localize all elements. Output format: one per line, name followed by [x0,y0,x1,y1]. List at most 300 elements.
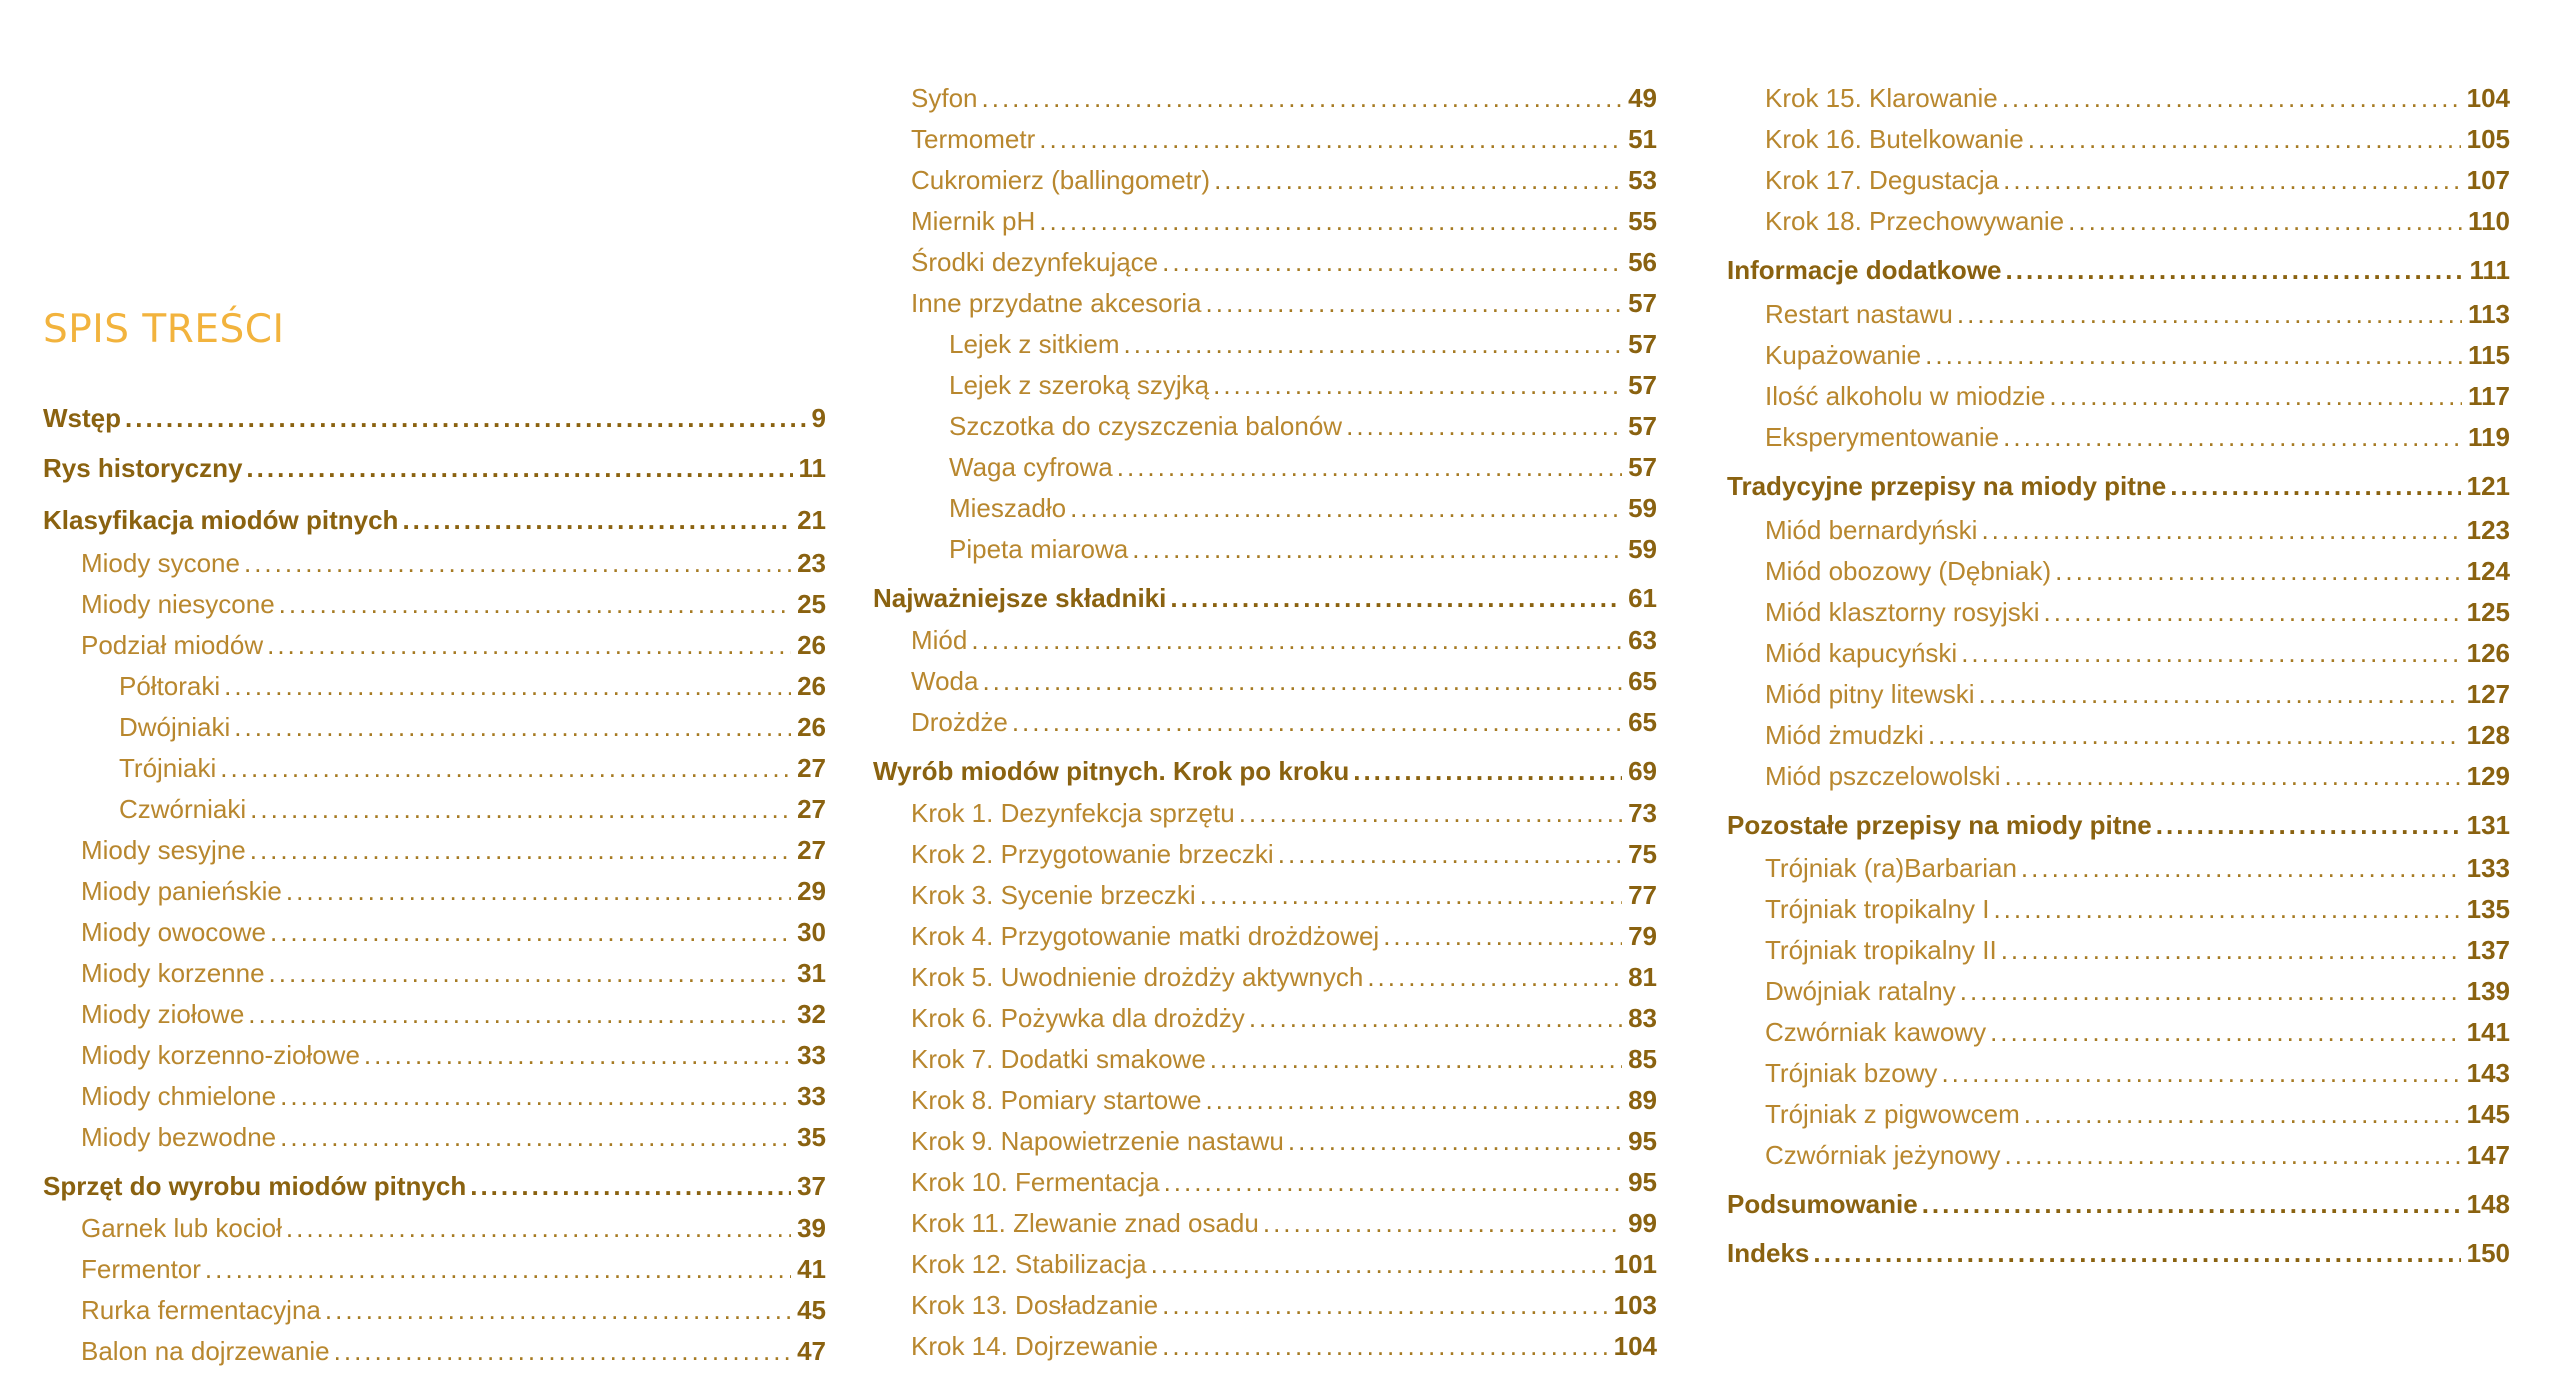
toc-entry-page: 89 [1628,1085,1657,1115]
toc-entry [949,536,1657,562]
toc-entry-page: 37 [797,1171,826,1201]
toc-entry-page: 137 [2466,935,2510,965]
toc-entry [1765,722,2510,748]
toc-entry-page: 57 [1628,288,1657,318]
dot-leader [1162,1292,1607,1318]
toc-entry [949,495,1657,521]
dot-leader [244,550,791,576]
toc-entry [81,632,826,658]
toc-entry [1765,558,2510,584]
toc-entry-page: 41 [797,1254,826,1284]
toc-entry [873,585,1657,611]
toc-entry-page: 104 [2466,83,2510,113]
toc-entry-label: Miód obozowy (Dębniak) [1765,556,2052,586]
toc-entry-label: Podział miodów [81,630,264,660]
toc-entry [1727,473,2510,499]
toc-entry [911,85,1657,111]
toc-entry [81,960,826,986]
dot-leader [2156,812,2461,838]
dot-leader [220,755,791,781]
toc-entry [1765,855,2510,881]
dot-leader [1993,896,2460,922]
dot-leader [1353,758,1622,784]
toc-entry [911,290,1657,316]
toc-entry-label: Miody niesycone [81,589,275,619]
dot-leader [224,673,791,699]
dot-leader [205,1256,791,1282]
toc-entry [81,550,826,576]
toc-entry-page: 57 [1628,370,1657,400]
toc-entry-page: 121 [2466,471,2510,501]
toc-entry-page: 139 [2466,976,2510,1006]
dot-leader [402,507,791,533]
dot-leader [1206,290,1623,316]
toc-entry-page: 125 [2466,597,2510,627]
dot-leader [1164,1169,1623,1195]
page-title: SPIS TREŚCI [43,307,285,352]
toc-entry [1727,812,2510,838]
toc-entry-page: 73 [1628,798,1657,828]
toc-entry-label: Miody chmielone [81,1081,277,1111]
dot-leader [2024,1101,2461,1127]
toc-entry-page: 27 [797,794,826,824]
toc-entry-label: Miód pitny litewski [1765,679,1975,709]
dot-leader [470,1173,791,1199]
toc-entry-page: 95 [1628,1167,1657,1197]
dot-leader [2170,473,2460,499]
toc-entry [81,1215,826,1241]
toc-entry-label: Trójniak z pigwowcem [1765,1099,2020,1129]
toc-entry [911,167,1657,193]
toc-entry [1765,763,2510,789]
dot-leader [248,1001,791,1027]
dot-leader [2003,424,2462,450]
toc-entry-page: 81 [1628,962,1657,992]
toc-entry [911,1087,1657,1113]
toc-entry-label: Klasyfikacja miodów pitnych [43,505,399,535]
toc-entry-label: Trójniak tropikalny II [1765,935,1997,965]
toc-entry-label: Inne przydatne akcesoria [911,288,1202,318]
toc-entry-label: Trójniak (ra)Barbarian [1765,853,2017,883]
toc-entry [1727,1240,2510,1266]
dot-leader [234,714,791,740]
toc-entry [81,1042,826,1068]
toc-entry-label: Miernik pH [911,206,1036,236]
toc-entry-page: 126 [2466,638,2510,668]
toc-entry [81,878,826,904]
toc-entry-label: Pipeta miarowa [949,534,1129,564]
toc-entry-label: Krok 15. Klarowanie [1765,83,1998,113]
toc-entry [911,208,1657,234]
toc-entry-page: 65 [1628,666,1657,696]
dot-leader [125,405,806,431]
dot-leader [2006,257,2464,283]
toc-entry-page: 150 [2466,1238,2510,1268]
toc-entry-label: Cukromierz (ballingometr) [911,165,1211,195]
toc-entry [81,1083,826,1109]
toc-entry-label: Dwójniaki [119,712,231,742]
dot-leader [1249,1005,1622,1031]
toc-entry [911,1005,1657,1031]
toc-entry [911,126,1657,152]
toc-entry-page: 59 [1628,493,1657,523]
toc-entry [1765,1142,2510,1168]
dot-leader [1941,1060,2460,1086]
toc-entry-page: 49 [1628,83,1657,113]
dot-leader [1117,454,1622,480]
dot-leader [1925,342,2462,368]
toc-entry-page: 79 [1628,921,1657,951]
dot-leader [1990,1019,2461,1045]
toc-entry-label: Krok 7. Dodatki smakowe [911,1044,1206,1074]
toc-entry-page: 11 [798,453,826,483]
dot-leader [1928,722,2461,748]
toc-entry [1765,599,2510,625]
toc-entry [81,591,826,617]
toc-entry-label: Dwójniak ratalny [1765,976,1956,1006]
toc-entry [81,919,826,945]
toc-entry-page: 135 [2466,894,2510,924]
toc-entry [911,841,1657,867]
dot-leader [1263,1210,1622,1236]
toc-entry-page: 75 [1628,839,1657,869]
toc-entry-label: Czwórniak jeżynowy [1765,1140,2001,1170]
dot-leader [2021,855,2461,881]
toc-entry-page: 129 [2466,761,2510,791]
toc-entry-label: Miody bezwodne [81,1122,277,1152]
toc-entry [81,1297,826,1323]
dot-leader [279,591,791,617]
toc-entry-page: 26 [797,712,826,742]
toc-entry-label: Restart nastawu [1765,299,1953,329]
toc-entry-page: 21 [797,505,826,535]
toc-entry-page: 26 [797,671,826,701]
toc-entry [873,758,1657,784]
toc-entry [119,796,826,822]
toc-entry [1765,1060,2510,1086]
toc-entry [911,709,1657,735]
dot-leader [1981,517,2460,543]
toc-entry-label: Krok 6. Pożywka dla drożdży [911,1003,1245,1033]
dot-leader [364,1042,791,1068]
toc-entry-page: 61 [1628,583,1657,613]
toc-entry [911,1292,1657,1318]
toc-entry-page: 32 [797,999,826,1029]
dot-leader [1162,249,1622,275]
toc-entry-label: Syfon [911,83,978,113]
toc-entry-label: Krok 10. Fermentacja [911,1167,1160,1197]
toc-entry-label: Balon na dojrzewanie [81,1336,330,1366]
dot-leader [982,85,1623,111]
toc-entry-page: 77 [1628,880,1657,910]
dot-leader [1288,1128,1622,1154]
toc-entry-page: 29 [797,876,826,906]
toc-entry [43,507,826,533]
toc-entry-page: 59 [1628,534,1657,564]
toc-entry-label: Krok 11. Zlewanie znad osadu [911,1208,1259,1238]
toc-entry [911,1046,1657,1072]
toc-entry-page: 31 [797,958,826,988]
toc-entry-page: 26 [797,630,826,660]
toc-entry [949,413,1657,439]
toc-entry-page: 45 [797,1295,826,1325]
toc-entry-label: Miody korzenne [81,958,265,988]
toc-entry [949,372,1657,398]
toc-entry-label: Miód klasztorny rosyjski [1765,597,2040,627]
dot-leader [270,919,791,945]
dot-leader [1961,640,2460,666]
toc-entry-label: Czwórniak kawowy [1765,1017,1987,1047]
toc-entry-label: Informacje dodatkowe [1727,255,2002,285]
toc-entry-label: Sprzęt do wyrobu miodów pitnych [43,1171,467,1201]
toc-entry-label: Miody sycone [81,548,240,578]
dot-leader [246,455,792,481]
toc-entry-page: 103 [1613,1290,1657,1320]
toc-entry-page: 123 [2466,515,2510,545]
toc-entry-page: 56 [1628,247,1657,277]
toc-entry [1765,1019,2510,1045]
toc-entry-label: Miody sesyjne [81,835,246,865]
dot-leader [1124,331,1623,357]
toc-entry-label: Krok 18. Przechowywanie [1765,206,2065,236]
toc-entry [1765,681,2510,707]
dot-leader [1979,681,2461,707]
toc-entry [1765,301,2510,327]
dot-leader [2003,167,2460,193]
toc-entry [949,331,1657,357]
toc-entry-label: Krok 17. Degustacja [1765,165,2000,195]
toc-entry-page: 111 [2469,255,2510,285]
toc-entry-page: 27 [797,835,826,865]
toc-entry-page: 55 [1628,206,1657,236]
toc-entry-page: 115 [2468,340,2510,370]
toc-entry-page: 117 [2468,381,2510,411]
toc-entry-label: Trójniak bzowy [1765,1058,1938,1088]
toc-entry [81,1124,826,1150]
toc-entry-page: 143 [2466,1058,2510,1088]
toc-entry-label: Krok 4. Przygotowanie matki drożdżowej [911,921,1380,951]
dot-leader [971,627,1622,653]
toc-entry-page: 101 [1613,1249,1657,1279]
toc-entry-label: Krok 13. Dosładzanie [911,1290,1159,1320]
toc-entry [911,964,1657,990]
toc-entry-label: Wyrób miodów pitnych. Krok po kroku [873,756,1350,786]
toc-entry-label: Krok 16. Butelkowanie [1765,124,2024,154]
toc-entry [81,1001,826,1027]
dot-leader [250,796,791,822]
dot-leader [2055,558,2460,584]
toc-entry [911,1333,1657,1359]
toc-entry-page: 47 [797,1336,826,1366]
dot-leader [269,960,792,986]
toc-entry-label: Rys historyczny [43,453,243,483]
toc-entry [911,923,1657,949]
dot-leader [1960,978,2461,1004]
toc-entry [911,882,1657,908]
toc-entry-page: 30 [797,917,826,947]
dot-leader [1383,923,1622,949]
dot-leader [1213,372,1622,398]
dot-leader [1039,208,1622,234]
toc-entry [1765,126,2510,152]
toc-entry-page: 83 [1628,1003,1657,1033]
toc-entry-label: Miody panieńskie [81,876,282,906]
toc-entry [1765,342,2510,368]
toc-entry-page: 33 [797,1040,826,1070]
dot-leader [1205,1087,1622,1113]
dot-leader [250,837,791,863]
toc-entry [43,405,826,431]
toc-entry-label: Krok 8. Pomiary startowe [911,1085,1202,1115]
toc-entry-page: 35 [797,1122,826,1152]
toc-entry-page: 148 [2466,1189,2510,1219]
toc-entry [1765,383,2510,409]
toc-entry [911,1210,1657,1236]
toc-entry-label: Kupażowanie [1765,340,1922,370]
toc-entry [1765,978,2510,1004]
toc-entry [911,800,1657,826]
dot-leader [1170,585,1622,611]
toc-entry-label: Miód bernardyński [1765,515,1978,545]
toc-entry-page: 65 [1628,707,1657,737]
dot-leader [1214,167,1622,193]
dot-leader [286,878,791,904]
toc-entry-page: 25 [797,589,826,619]
dot-leader [1162,1333,1607,1359]
toc-entry-label: Miody korzenno-ziołowe [81,1040,360,1070]
toc-entry-page: 39 [797,1213,826,1243]
toc-entry-page: 131 [2466,810,2510,840]
toc-entry-page: 141 [2466,1017,2510,1047]
toc-entry [81,1338,826,1364]
toc-entry [43,455,826,481]
toc-entry [1765,85,2510,111]
toc-entry-label: Czwórniaki [119,794,247,824]
toc-entry-page: 133 [2466,853,2510,883]
toc-entry-label: Woda [911,666,979,696]
dot-leader [280,1083,791,1109]
toc-entry-label: Waga cyfrowa [949,452,1113,482]
toc-entry-page: 128 [2466,720,2510,750]
dot-leader [2002,85,2461,111]
toc-entry-label: Krok 5. Uwodnienie drożdży aktywnych [911,962,1364,992]
toc-entry-page: 57 [1628,452,1657,482]
toc-entry [1765,1101,2510,1127]
toc-entry-label: Miód [911,625,968,655]
toc-entry-page: 23 [797,548,826,578]
dot-leader [1210,1046,1622,1072]
toc-entry [1765,208,2510,234]
dot-leader [1039,126,1622,152]
toc-entry [1727,257,2510,283]
toc-entry [1765,517,2510,543]
dot-leader [2005,763,2461,789]
toc-entry-label: Krok 1. Dezynfekcja sprzętu [911,798,1235,828]
toc-entry [1765,424,2510,450]
toc-entry-page: 99 [1628,1208,1657,1238]
toc-entry-label: Trójniaki [119,753,217,783]
toc-entry-label: Trójniak tropikalny I [1765,894,1990,924]
toc-entry-page: 147 [2466,1140,2510,1170]
toc-entry-page: 124 [2466,556,2510,586]
dot-leader [1200,882,1622,908]
toc-entry-label: Rurka fermentacyjna [81,1295,321,1325]
toc-entry-label: Miód pszczelowolski [1765,761,2001,791]
toc-entry-label: Wstęp [43,403,121,433]
dot-leader [1367,964,1622,990]
toc-entry [911,1128,1657,1154]
toc-entry-label: Termometr [911,124,1036,154]
toc-entry [911,1169,1657,1195]
dot-leader [2001,937,2461,963]
toc-entry-page: 63 [1628,625,1657,655]
toc-entry-page: 95 [1628,1126,1657,1156]
dot-leader [1012,709,1622,735]
toc-entry-label: Środki dezynfekujące [911,247,1159,277]
toc-entry-page: 110 [2468,206,2510,236]
dot-leader [1922,1191,2461,1217]
toc-entry-page: 57 [1628,329,1657,359]
dot-leader [2028,126,2461,152]
toc-entry-page: 107 [2466,165,2510,195]
toc-entry-page: 105 [2466,124,2510,154]
toc-entry [911,627,1657,653]
toc-entry-page: 51 [1628,124,1657,154]
toc-entry-label: Fermentor [81,1254,201,1284]
toc-entry [119,673,826,699]
toc-entry-label: Miód kapucyński [1765,638,1958,668]
toc-entry [1765,167,2510,193]
toc-entry-page: 104 [1613,1331,1657,1361]
toc-entry-label: Ilość alkoholu w miodzie [1765,381,2046,411]
toc-entry [1765,937,2510,963]
toc-entry-label: Indeks [1727,1238,1810,1268]
dot-leader [1278,841,1622,867]
toc-entry-page: 113 [2468,299,2510,329]
toc-entry-label: Miód żmudzki [1765,720,1924,750]
toc-entry [1727,1191,2510,1217]
toc-entry-label: Krok 3. Sycenie brzeczki [911,880,1196,910]
toc-entry-label: Pozostałe przepisy na miody pitne [1727,810,2152,840]
dot-leader [1070,495,1622,521]
toc-entry-page: 33 [797,1081,826,1111]
dot-leader [2049,383,2462,409]
dot-leader [2068,208,2462,234]
toc-entry [1765,896,2510,922]
toc-entry [949,454,1657,480]
toc-entry-page: 119 [2468,422,2510,452]
toc-entry [119,714,826,740]
dot-leader [1151,1251,1608,1277]
toc-entry [911,249,1657,275]
toc-entry-label: Najważniejsze składniki [873,583,1167,613]
toc-entry-label: Krok 9. Napowietrzenie nastawu [911,1126,1284,1156]
toc-entry-label: Krok 12. Stabilizacja [911,1249,1147,1279]
toc-entry [1765,640,2510,666]
dot-leader [1813,1240,2460,1266]
toc-entry-label: Eksperymentowanie [1765,422,2000,452]
dot-leader [280,1124,791,1150]
toc-entry [81,1256,826,1282]
toc-entry-label: Miody ziołowe [81,999,245,1029]
toc-entry-label: Tradycyjne przepisy na miody pitne [1727,471,2167,501]
dot-leader [2005,1142,2461,1168]
dot-leader [267,632,791,658]
toc-entry-label: Miody owocowe [81,917,266,947]
dot-leader [325,1297,791,1323]
toc-entry-label: Krok 14. Dojrzewanie [911,1331,1159,1361]
toc-entry [81,837,826,863]
